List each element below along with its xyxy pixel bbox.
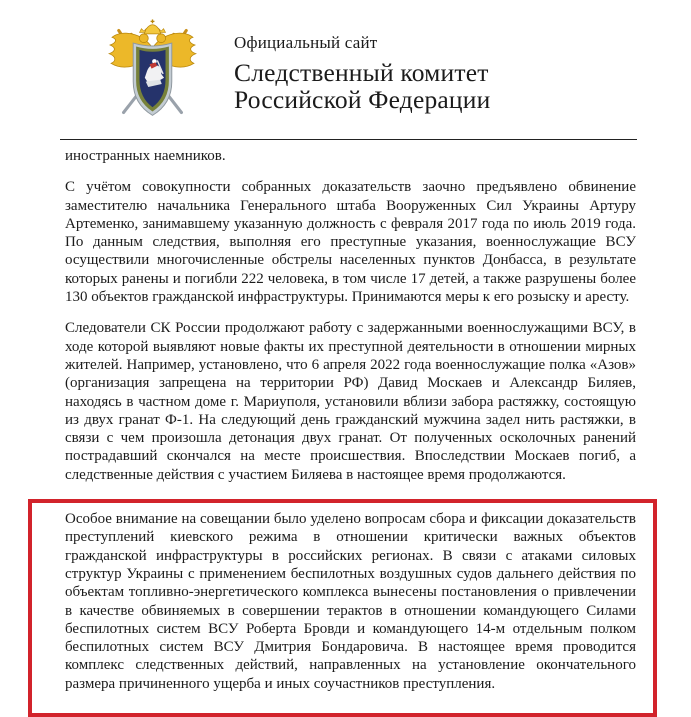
site-header: [0, 0, 691, 126]
org-name-line2: Российской Федерации: [234, 85, 491, 115]
paragraph-artemenko-charges: С учётом совокупности собранных доказательств заочно предъявлено обвинение заместителю начальника Генерального штаба Вооруженных Сил Украины Артуру Артеменко, занимавшему указанную должность с февраля 2017 года по июль 2019 года. По данным следствия, выполняя его преступные указания, военнослужащие ВСУ осуществили многочисленные обстрелы населенных пунктов Донбасса, в результате которых ранены и погибли 222 человека, в том числе 17 детей, а также разрушены более 130 объектов гражданской инфраструктуры. Принимаются меры к его розыску и аресту.: [65, 179, 636, 306]
paragraph-azov-case: Следователи СК России продолжают работу с задержанными военнослужащими ВСУ, в ходе которой выявляют новые факты их преступной деятельности в отношении мирных жителей. Например, установлено, что 6 апреля 2022 года военнослужащие полка «Азов» (организация запрещена на территории РФ) Давид Москаев и Александр Биляев, находясь в частном доме г. Мариуполя, установили вблизи забора растяжку, состоящую из двух гранат Ф-1. На следующий день гражданский мужчина задел нить растяжки, в связи с чем произошла детонация двух гранат. От полученных осколочных ранений пострадавший скончался на месте происшествия. Впоследствии Москаев погиб, а следственные действия с участием Биляева в настоящее время продолжаются.: [65, 320, 636, 483]
org-name: [234, 59, 490, 114]
site-label: Официальный сайт: [234, 33, 378, 52]
article-body: [0, 140, 691, 717]
header-titles: [234, 33, 490, 114]
sk-russia-emblem-icon: [104, 18, 201, 126]
highlighted-paragraph: Особое внимание на совещании было уделено вопросам сбора и фиксации доказательств преступлений киевского режима в отношении критически важных объектов гражданской инфраструктуры в российских регионах. В связи с атаками силовых структур Украины с применением беспилотных воздушных судов дальнего действия по объектам топливно-энергетического комплекса вынесены постановления о привлечении в качестве обвиняемых в совершении терактов в отношении командующего Силами беспилотных систем ВСУ Роберта Бровди и командующего 14-м отдельным полком беспилотных систем ВСУ Дмитрия Бондаровича. В настоящее время проводится комплекс следственных действий, направленных на установление окончательного размера причиненного ущерба и иных соучастников преступления.: [65, 511, 636, 692]
paragraph-continuation: иностранных наемников.: [65, 148, 226, 164]
red-highlight-box: [28, 499, 657, 717]
org-name-line1: Следственный комитет: [234, 58, 489, 87]
